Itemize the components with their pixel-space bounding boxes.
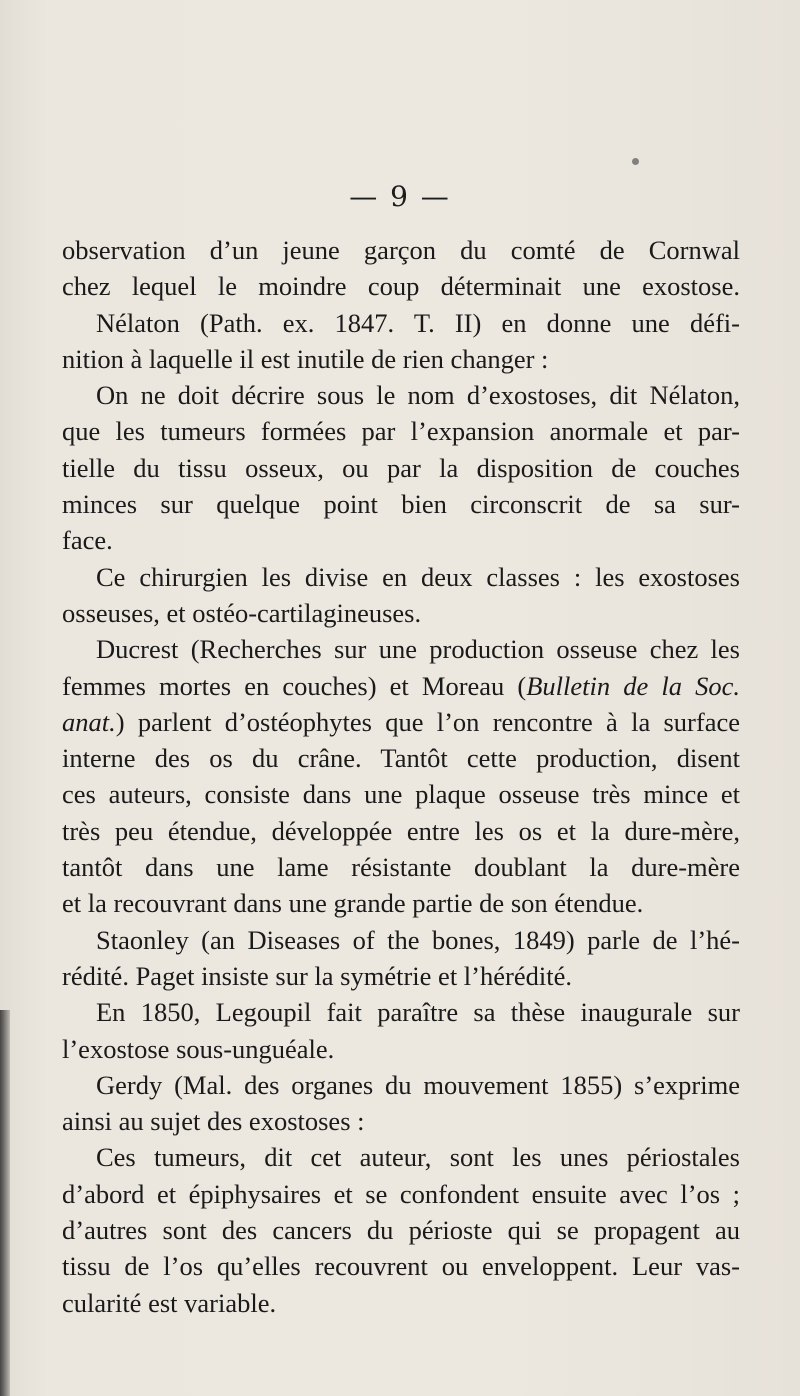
text-line: nition à laquelle il est inutile de rien changer : [62, 343, 549, 374]
text-line: Ce chirurgien les divise en deux classes : les exostoses [96, 561, 740, 592]
text-line: chez lequel le moindre coup déterminait une exostose. [62, 271, 740, 302]
text-line: interne des os du crâne. Tantôt cette production, disent [62, 743, 740, 774]
text-line: Ducrest (Recherches sur une production osseuse chez les [96, 634, 740, 665]
text-line: d’abord et épiphysaires et se confondent ensuite avec l’os ; [62, 1178, 740, 1209]
text-line: tissu de l’os qu’elles recouvrent ou enveloppent. Leur vas- [62, 1251, 740, 1282]
text-line: osseuses, et ostéo-cartilagineuses. [62, 597, 422, 628]
text-line: On ne doit décrire sous le nom d’exostoses, dit Nélaton, [96, 380, 740, 411]
text-line: rédité. Paget insiste sur la symétrie et l’hérédité. [62, 960, 572, 991]
binding-shadow [0, 1010, 10, 1396]
body-text [62, 232, 740, 1321]
text-line [62, 704, 740, 740]
text-line: observation d’un jeune garçon du comté de Cornwal [62, 235, 740, 265]
text-line: ces auteurs, consiste dans une plaque osseuse très mince et [62, 779, 740, 810]
page-number: — 9 — [349, 180, 451, 213]
text-span: femmes mortes en couches) et Moreau ( [62, 670, 527, 701]
text-line: En 1850, Legoupil fait paraître sa thèse inaugurale sur [96, 997, 740, 1028]
text-line: face. [62, 525, 113, 556]
text-line: l’exostose sous-unguéale. [62, 1033, 335, 1064]
text-line: que les tumeurs formées par l’expansion anormale et par- [62, 416, 740, 447]
ink-speck [632, 158, 639, 165]
italic-citation: anat. [62, 706, 116, 737]
text-line: d’autres sont des cancers du périoste qui se propagent au [62, 1215, 740, 1246]
italic-citation: Bulletin de la Soc. [526, 670, 740, 701]
text-line: et la recouvrant dans une grande partie de son étendue. [62, 888, 644, 919]
text-line: ainsi au sujet des exostoses : [62, 1106, 365, 1137]
text-line [62, 668, 740, 704]
text-line: tielle du tissu osseux, ou par la disposition de couches [62, 452, 740, 483]
text-line: tantôt dans une lame résistante doublant la dure-mère [62, 852, 740, 883]
text-line: minces sur quelque point bien circonscrit de sa sur- [62, 489, 740, 520]
text-span: ) parlent d’ostéophytes que l’on rencontre à la surface [115, 706, 740, 737]
text-line: Gerdy (Mal. des organes du mouvement 1855) s’exprime [96, 1069, 740, 1100]
text-line: cularité est variable. [62, 1287, 277, 1318]
text-line: très peu étendue, développée entre les os et la dure-mère, [62, 815, 740, 846]
text-line: Nélaton (Path. ex. 1847. T. II) en donne une défi- [96, 307, 740, 338]
text-line: Staonley (an Diseases of the bones, 1849) parle de l’hé- [96, 924, 740, 955]
text-line: Ces tumeurs, dit cet auteur, sont les unes périostales [96, 1142, 740, 1173]
